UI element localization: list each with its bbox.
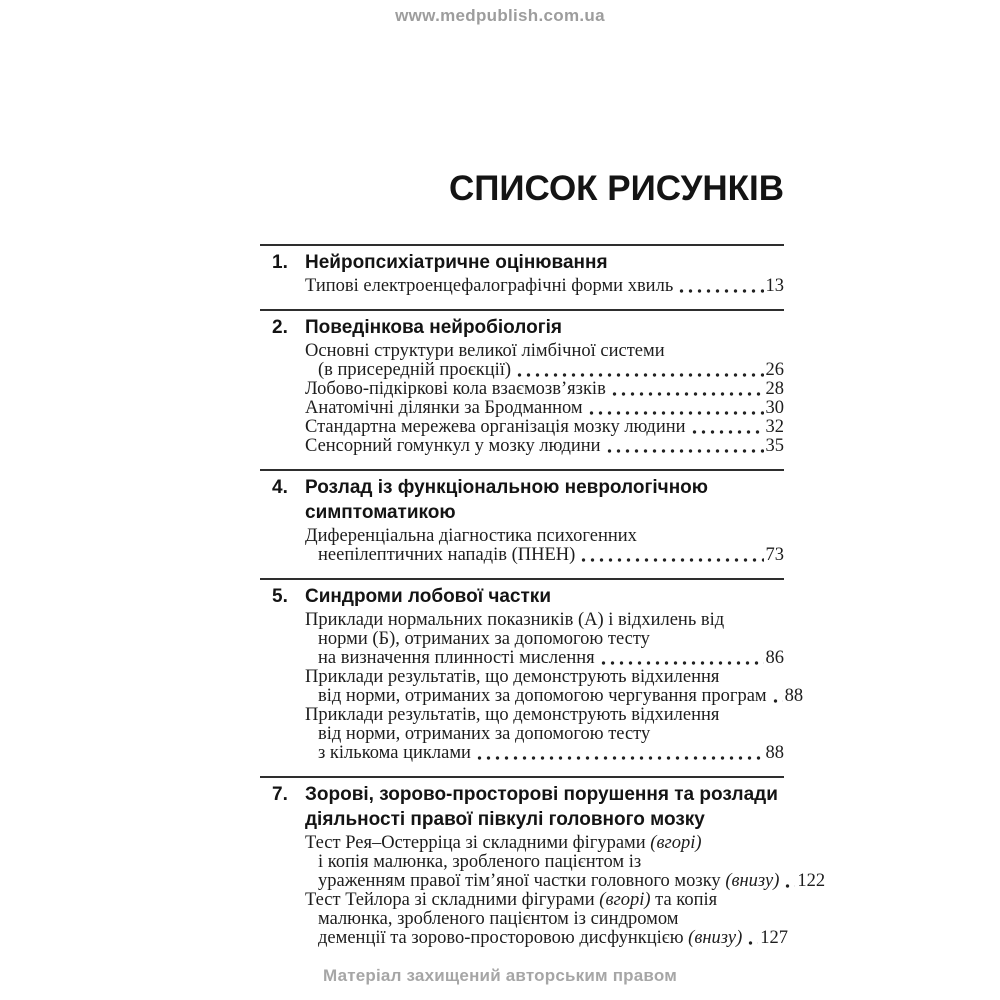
section-entries — [305, 833, 826, 948]
dot-leader — [607, 448, 764, 454]
entry-line-with-page — [305, 418, 784, 437]
dot-leader — [589, 410, 764, 416]
figure-entry — [305, 342, 784, 380]
entry-text: Сенсорний гомункул у мозку людини — [305, 436, 601, 456]
entry-line: Тест Рея–Остерріца зі складними фігурами (вгорі) — [305, 833, 702, 853]
copyright-notice: Матеріал захищений авторським правом — [323, 966, 677, 985]
section-heading — [260, 315, 784, 340]
entry-line-with-page — [305, 686, 804, 706]
entry-text: Анатомічні ділянки за Бродманном — [305, 398, 583, 418]
section-heading — [260, 475, 784, 525]
dot-leader — [748, 940, 758, 946]
figure-entry — [305, 437, 784, 456]
entry-text: неепілептичних нападів (ПНЕН) — [318, 545, 576, 565]
italic-note: (внизу) — [688, 928, 743, 948]
entry-line-with-page — [305, 928, 789, 948]
figure-entry — [305, 527, 784, 565]
figure-section — [260, 244, 784, 309]
section-number: 5. — [272, 586, 288, 607]
entry-text: Типові електроенцефалографічні форми хвиль — [305, 276, 674, 296]
entry-text: Стандартна мережева організація мозку людини — [305, 417, 686, 437]
dot-leader — [679, 288, 763, 294]
entry-line-with-page — [305, 546, 784, 565]
section-number: 1. — [272, 252, 288, 273]
figure-entry — [305, 611, 784, 668]
entry-line: Тест Тейлора зі складними фігурами (вгорі) та копія — [305, 890, 718, 910]
section-title: Поведінкова нейробіологія — [305, 317, 563, 338]
entry-text: від норми, отриманих за допомогою чергування програм — [318, 686, 767, 706]
figure-section — [260, 578, 804, 776]
dot-leader — [601, 660, 764, 666]
italic-note: (вгорі) — [650, 833, 702, 853]
page-number: 88 — [784, 686, 804, 706]
page-number: 88 — [765, 743, 784, 763]
section-title: Синдроми лобової частки — [305, 586, 551, 607]
page-number: 28 — [765, 379, 784, 399]
figure-section — [260, 309, 784, 469]
dot-leader — [692, 429, 764, 435]
entry-line: і копія малюнка, зробленого пацієнтом із — [318, 852, 642, 872]
page-number: 122 — [797, 871, 826, 891]
entry-line-with-page — [305, 744, 784, 763]
figure-section — [260, 469, 784, 578]
entry-line-with-page — [305, 399, 784, 418]
dot-leader — [581, 557, 763, 563]
entry-line-with-page — [305, 277, 784, 296]
entry-line: Диференціальна діагностика психогенних — [305, 526, 637, 546]
entry-text: (в присередній проєкції) — [318, 360, 512, 380]
dot-leader — [612, 391, 764, 397]
figure-entry — [305, 667, 804, 706]
page-number: 13 — [765, 276, 784, 296]
page-title: СПИСОК РИСУНКІВ — [448, 169, 784, 208]
figure-entry — [305, 890, 789, 948]
figure-entry — [305, 706, 784, 763]
site-url-watermark: www.medpublish.com.ua — [395, 6, 605, 25]
page-number: 35 — [765, 436, 784, 456]
entry-line: Приклади нормальних показників (А) і відхилень від — [305, 610, 725, 630]
entry-text: на визначення плинності мислення — [318, 648, 595, 668]
page-number: 26 — [765, 360, 784, 380]
entry-text: деменції та зорово-просторовою дисфункцією (внизу) — [318, 928, 743, 948]
figure-entry — [305, 833, 826, 891]
page-number: 86 — [765, 648, 784, 668]
figure-entry — [305, 418, 784, 437]
figure-entry — [305, 277, 784, 296]
section-heading — [260, 782, 784, 832]
entry-line: норми (Б), отриманих за допомогою тесту — [318, 629, 650, 649]
italic-note: (внизу) — [725, 871, 780, 891]
entry-line: від норми, отриманих за допомогою тесту — [318, 724, 651, 744]
section-title: Розлад із функціональною неврологічною симптоматикою — [305, 477, 709, 523]
section-entries — [305, 527, 784, 565]
section-title: Зорові, зорово-просторові порушення та розлади діяльності правої півкулі головного мозку — [305, 784, 778, 830]
entry-text: Лобово-підкіркові кола взаємозв’язків — [305, 379, 606, 399]
page-number: 127 — [760, 928, 789, 948]
section-number: 7. — [272, 784, 288, 805]
page-number: 73 — [765, 545, 784, 565]
section-number: 4. — [272, 477, 288, 498]
entry-line-with-page — [305, 361, 784, 380]
section-entries — [305, 342, 784, 456]
entry-line-with-page — [305, 380, 784, 399]
entry-text: ураженням правої тім’яної частки головного мозку (внизу) — [318, 871, 780, 891]
entry-line-with-page — [305, 871, 826, 891]
entry-text: з кількома циклами — [318, 743, 471, 763]
figure-entry — [305, 380, 784, 399]
section-heading — [260, 250, 784, 275]
dot-leader — [477, 755, 764, 761]
figure-entry — [305, 399, 784, 418]
entry-line: малюнка, зробленого пацієнтом із синдромом — [318, 909, 679, 929]
italic-note: (вгорі) — [599, 890, 651, 910]
section-title: Нейропсихіатричне оцінювання — [305, 252, 608, 273]
dot-leader — [785, 883, 795, 889]
entry-line-with-page — [305, 649, 784, 668]
dot-leader — [517, 372, 763, 378]
entry-line: Приклади результатів, що демонструють відхилення — [305, 667, 720, 687]
section-entries — [305, 610, 804, 763]
entry-line-with-page — [305, 437, 784, 456]
dot-leader — [773, 698, 783, 704]
list-of-figures — [260, 169, 826, 961]
figure-sections — [260, 244, 826, 961]
entry-line: Основні структури великої лімбічної системи — [305, 341, 665, 361]
page-number: 32 — [765, 417, 784, 437]
page-number: 30 — [765, 398, 784, 418]
section-entries — [305, 277, 784, 296]
section-number: 2. — [272, 317, 288, 338]
section-heading — [260, 584, 784, 609]
figure-section — [260, 776, 826, 961]
entry-line: Приклади результатів, що демонструють відхилення — [305, 705, 720, 725]
